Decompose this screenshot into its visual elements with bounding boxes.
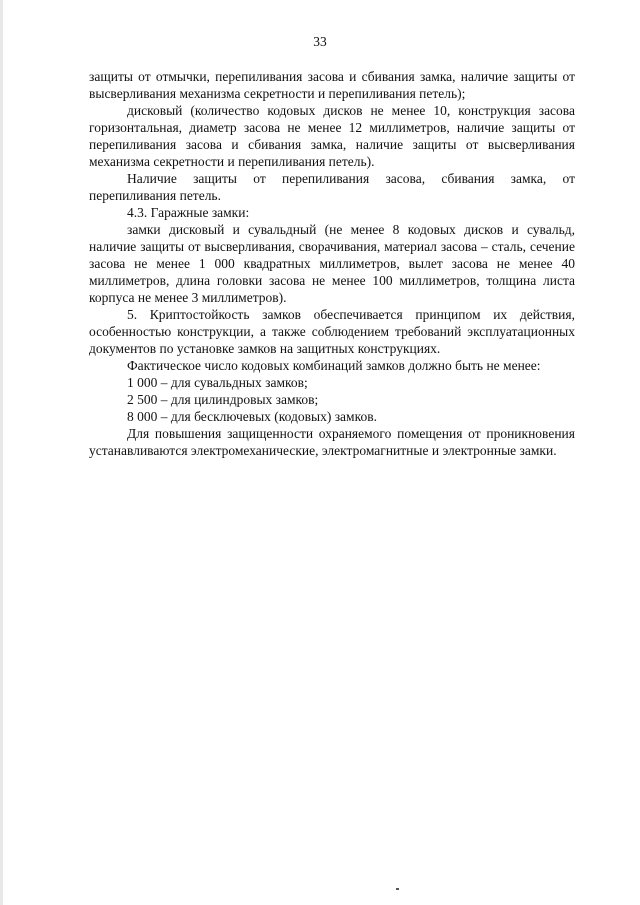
- paragraph-lock-protection-continued: защиты от отмычки, перепиливания засова и сбивания замка, наличие защиты от высверливания механизма секретности и перепиливания петель);: [89, 69, 575, 101]
- document-body: [89, 68, 575, 459]
- paragraph-garage-lock-specs: замки дисковый и сувальдный (не менее 8 кодовых дисков и сувальд, наличие защиты от высверливания, сворачивания, материал засова – сталь, сечение засова не менее 1 000 квадратных миллиметров, вылет засова не менее 40 миллиметров, длина головки засова не менее 100 миллиметров, толщина листа корпуса не менее 3 миллиметров).: [89, 222, 575, 305]
- paragraph-disc-lock: дисковый (количество кодовых дисков не менее 10, конструкция засова горизонтальная, диаметр засова не менее 12 миллиметров, наличие защиты от перепиливания засова и сбивания замка, наличие защиты от высверливания механизма секретности и перепиливания петель).: [89, 103, 575, 169]
- paragraph-electronic-locks: Для повышения защищенности охраняемого помещения от проникновения устанавливаются электромеханические, электромагнитные и электронные замки.: [89, 426, 575, 458]
- page-number: 33: [313, 34, 327, 49]
- paragraph-crypto-resistance: 5. Криптостойкость замков обеспечивается принципом их действия, особенностью конструкции, а также соблюдением требований эксплуатационных документов по установке замков на защитных конструкциях.: [89, 307, 575, 356]
- section-heading-garage-locks: 4.3. Гаражные замки:: [127, 205, 250, 220]
- scan-artifact-mark: [396, 888, 399, 890]
- list-item-lever-locks: 1 000 – для сувальдных замков;: [127, 375, 308, 390]
- list-item-cylinder-locks: 2 500 – для цилиндровых замков;: [127, 392, 319, 407]
- paragraph-protection-requirement: Наличие защиты от перепиливания засова, сбивания замка, от перепиливания петель.: [89, 171, 575, 203]
- paragraph-code-combinations: Фактическое число кодовых комбинаций замков должно быть не менее:: [127, 358, 541, 373]
- scan-left-edge: [0, 0, 3, 905]
- list-item-keyless-locks: 8 000 – для бесключевых (кодовых) замков.: [127, 409, 377, 424]
